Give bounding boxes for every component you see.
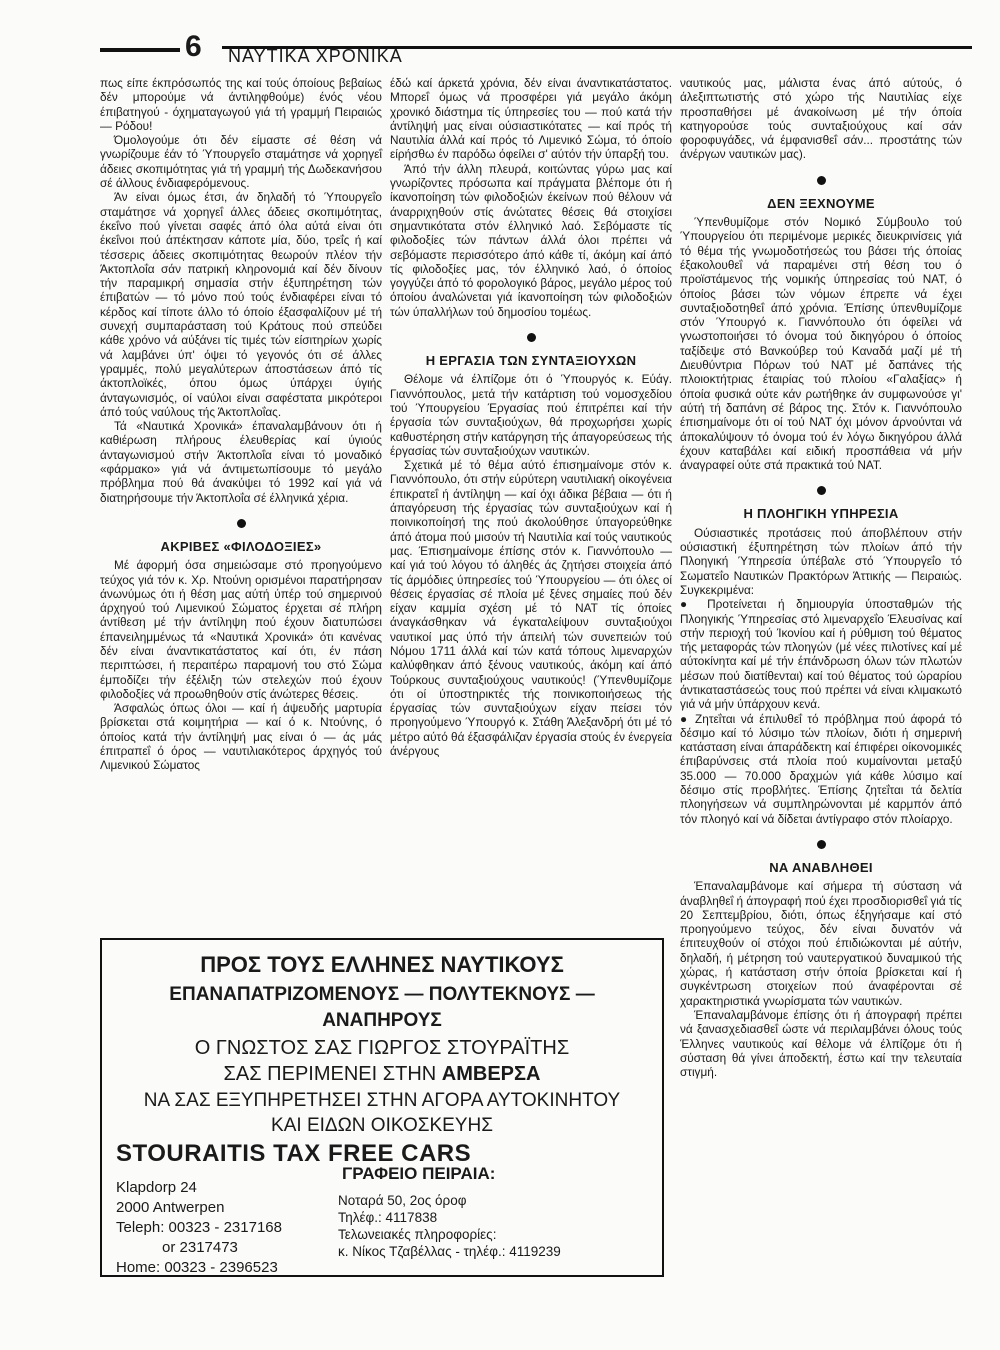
ad-line-5-text: ΣΑΣ ΠΕΡΙΜΕΝΕΙ ΣΤΗΝ xyxy=(223,1063,442,1085)
ad-line-5 xyxy=(102,1062,662,1087)
col2-paragraph: Θέλομε νά έλπίζομε ότι ό Ύπουργός κ. Εύάγ. Γιαννόπουλος, μετά τήν κατάρτιση τού νομοσχεδίου τού Ύπουργείου Έργασίας πού έπιτρέπει καί τήν έργασία τών συνταξιούχων, θά προχωρήσει χωρίς καθυστέρηση στήν κατάργηση τής άπαγορεύσεως τής έργασίας τών συνταξιούχων ναυτικών. xyxy=(390,372,672,458)
ad-office-phone: Τηλέφ.: 4117838 xyxy=(338,1210,438,1225)
masthead-title: ΝΑΥΤΙΚΑ ΧΡΟΝΙΚΑ xyxy=(228,46,403,66)
bullet-icon: ● xyxy=(680,711,696,726)
section-bullet-dot xyxy=(237,519,246,528)
ad-phone-alt: or 2317473 xyxy=(162,1239,238,1256)
column-3 xyxy=(680,76,962,1079)
ad-headline: ΠΡΟΣ ΤΟΥΣ ΕΛΛΗΝΕΣ ΝΑΥΤΙΚΟΥΣ xyxy=(200,952,564,977)
list-item xyxy=(680,712,962,826)
ad-line-7: ΚΑΙ ΕΙΔΩΝ ΟΙΚΟΣΚΕΥΗΣ xyxy=(271,1115,493,1136)
section-bullet-dot xyxy=(817,486,826,495)
ad-phone: Teleph: 00323 - 2317168 xyxy=(116,1219,282,1236)
section-title-filodoxies: ΑΚΡΙΒΕΣ «ΦΙΛΟΔΟΞΙΕΣ» xyxy=(160,538,322,554)
col1-paragraph: Τά «Ναυτικά Χρονικά» έπαναλαμβάνουν ότι ή καθιέρωση πλήρους έλευθερίας καί ύγιούς άνταγωνισμού στήν Άκτοπλοΐα είναι τό μοναδικό «φάρμακο» γιά νά άντιμετωπίσουμε τό μεγάλο πρόβλημα πού θά άνακύψει τό 1992 καί γιά νά διατηρήσουμε τήν Άκτοπλοΐα σέ έλληνικά χέρια. xyxy=(100,419,382,505)
col1-paragraph: Μέ άφορμή όσα σημειώσαμε στό προηγούμενο τεύχος γιά τόν κ. Χρ. Ντούνη ορισμένοι παρατήρησαν άνωνύμως ότι ή θέση μας αύτή ύπέρ τού σημερινού άρχηγού τού Λιμενικού Σώματος έρχεται σέ πλήρη άντίθεση μέ τήν άντίληψη πού έχουν διατυπώσει έπανειλημμένως τά «Ναυτικά Χρονικά» ότι κανένας δέν είναι άναντικατάστατος καί ότι, έν πάση περιπτώσει, ή περαιτέρω παραμονή του στό Σώμα έμποδίζει τήν έξέλιξη τών στελεχών πού έχουν φιλοδοξίες νά προωθηθούν στίς άνώτερες θέσεις. xyxy=(100,558,382,701)
ad-office-title: ΓΡΑΦΕΙΟ ΠΕΙΡΑΙΑ: xyxy=(342,1164,496,1183)
section-title-ergasia: Η ΕΡΓΑΣΙΑ ΤΩΝ ΣΥΝΤΑΞΙΟΥΧΩΝ xyxy=(425,353,637,369)
bullet-icon: ● xyxy=(680,597,708,612)
bullet-text: Προτείνεται ή δημιουργία ύποσταθμών τής Πλοηγικής Ύπηρεσίας στό λιμεναρχεΐο Έλευσίνας καί στήν περιοχή τού Ίκονίου καί ή ρύθμιση τού θέματος τής μεταφοράς τών πλοηγών (μέ νέες πιλοτίνες καί μέ αύτοκίνητα καί μέ τήν έπάνδρωση όλων τών πλωτών μέσων πού διατίθενται) καί τού θέματος τού ώραρίου άντικαταστάσεώς τους πού πρέπει νά είναι κλιμακωτό γιά νά μήν ύπάρχουν κενά. xyxy=(680,597,962,712)
header-rule-left xyxy=(100,48,180,52)
column-1 xyxy=(100,76,382,773)
bullet-text: Ζητεΐται νά έπιλυθεΐ τό πρόβλημα πού άφορά τό δέσιμο καί τό λύσιμο τών πλοίων, διότι ή σημερινή κατάσταση είναι άπαράδεκτη καί έπιφέρει οίκονομικές έπιβαρύνσεις στά πλοία πού κυμαίνονται μεταξύ 35.000 — 70.000 δραχμών γιά κάθε λύσιμο καί δέσιμο στίς προβλήτες. Έπίσης ζητεΐται τά δελτία πλοηγήσεων νά συμπληρώνονται μέ καρμπόν άπό τόν πλοηγό καί νά δίδεται άντίγραφο στόν πλοίαρχο. xyxy=(680,711,962,826)
section-title-den-xehnoume: ΔΕΝ ΞΕΧΝΟΥΜΕ xyxy=(767,195,875,211)
ad-brand: STOURAITIS TAX FREE CARS xyxy=(116,1140,472,1167)
col1-paragraph: Άσφαλώς όπως όλοι — καί ή άψευδής μαρτυρία βρίσκεται στά κοιμητήρια — καί ό κ. Ντούνης, ό όποίος κατά τήν άντίληψή μας είναι ό — άς μάς έπιτραπεΐ ό όρος — ναυτιλιακότερος άρχηγός τού Λιμενικού Σώματος xyxy=(100,701,382,773)
ad-city: ΑΜΒΕΡΣΑ xyxy=(441,1063,541,1085)
ad-line-6: ΝΑ ΣΑΣ ΕΞΥΠΗΡΕΤΗΣΕΙ ΣΤΗΝ ΑΓΟΡΑ ΑΥΤΟΚΙΝΗΤΟΥ xyxy=(143,1090,621,1111)
column-2 xyxy=(390,76,672,758)
col3-paragraph: Ούσιαστικές προτάσεις πού άποβλέπουν στήν ούσιαστική έξυπηρέτηση τών πλοίων άπό τήν Πλοηγική Ύπηρεσία ύπέβαλε στό Ύπουργεΐο τό Σωματεΐο Ναυτικών Πρακτόρων Άττικής — Πειραιώς. Συγκεκριμένα: xyxy=(680,525,962,597)
section-title-na-anavlithei: ΝΑ ΑΝΑΒΛΗΘΕΙ xyxy=(769,859,873,875)
ad-home-phone: Home: 00323 - 2396523 xyxy=(116,1259,278,1276)
section-bullet-dot xyxy=(817,840,826,849)
page-number: 6 xyxy=(185,30,202,63)
ad-line-4: Ο ΓΝΩΣΤΟΣ ΣΑΣ ΓΙΩΡΓΟΣ ΣΤΟΥΡΑΪΤΗΣ xyxy=(194,1037,570,1059)
section-bullet-dot xyxy=(817,176,826,185)
ad-address-piraeus xyxy=(338,1164,561,1260)
col3-paragraph: Ύπενθυμίζομε στόν Νομικό Σύμβουλο τού Ύπουργείου ότι περιμένομε μερικές διευκρινίσεις γιά τό θέμα τής γνωμοδοτήσεώς του βάσει τής όποίας έξακολουθεΐ νά παραμένει στή θέση του ό προϊστάμενος τής νομικής ύπηρεσίας τού ΝΑΤ, ό όποίος βάσει τών νόμων έπρεπε νά έχει συνταξιοδοτηθεΐ άπό χρόνια. Έπίσης ύπενθυμίζομε στόν Ύπουργό κ. Γιαννόπουλο ότι όφείλει νά γνωστοποιήσει τό όνομα τού δικηγόρου ό όποίος ταξίδεψε στό Βανκούβερ τού Καναδά μαζί μέ τή Διευθύντρια Πόρων τού ΝΑΤ μέ δαπάνες τής πλοιοκτήτριας έταιρίας τού πλοίου «Γαλαξίας» ή όποία φυσικά ούτε κάν ρωτήθηκε άν συμφωνούσε γι' αύτή τή δαπάνη σέ βάρος της. Στόν κ. Γιαννόπουλο έπισημαίνομε ότι οί τού ΝΑΤ όχι μόνον άρνούνται νά άποκαλύψουν τό όνομα τού έν λόγω δικηγόρου άλλά έχουν καταβάλει καί ειδική προσπάθεια νά μήν άναγραφεί ούτε στά πρακτικά τού ΝΑΤ. xyxy=(680,215,962,473)
col1-paragraph: Άν είναι όμως έτσι, άν δηλαδή τό Ύπουργεΐο σταμάτησε νά χορηγεΐ άλλες άδειες σκοπιμότητας, έκεΐνο πού γίνεται σαφές άπό όλα αύτά είναι ότι έκεΐνοι πού άπέκτησαν κάποτε μία, δύο, τρεΐς ή καί τέσσερις άδειες σκοπιμότητας θεωρούν πλέον τήν Άκτοπλοΐα σάν πατρική κληρονομιά καί δέν δίνουν τήν παραμικρή σημασία στήν έξυπηρέτηση τών έπιβατών — τό μόνο πού τούς ένδιαφέρει είναι τό κέρδος καί τίποτε άλλο τό όποίο έξασφαλίζουν μέ τή συνεχή συμπαράσταση τού Κράτους πού σπεύδει κάθε χρόνο νά αύξάνει τίς τιμές τών είσιτηρίων χωρίς νά λαμβάνει ύπ' όψει τό γεγονός ότι σέ άλλες γραμμές, πολύ μεγαλύτερων άποστάσεων άπό τίς άκτοπλοϊκές, όπου όμως ύπάρχει ύγιής άνταγωνισμός, οί ναύλοι είναι σαφέστατα μικρότεροι άπό τούς ναύλους τής Άκτοπλοΐας. xyxy=(100,190,382,419)
ad-line-2: ΕΠΑΝΑΠΑΤΡΙΖΟΜΕΝΟΥΣ — ΠΟΛΥΤΕΚΝΟΥΣ — xyxy=(169,984,595,1005)
ad-address-line: 2000 Antwerpen xyxy=(116,1199,225,1216)
ad-customs-contact: κ. Νίκος Τζαβέλλας - τηλέφ.: 4119239 xyxy=(338,1244,561,1259)
list-item xyxy=(680,597,962,711)
ad-address-antwerp xyxy=(116,1178,282,1278)
ad-office-address: Νοταρά 50, 2ος όροφ xyxy=(338,1193,467,1208)
col1-paragraph: πως είπε έκπρόσωπός της καί τούς όποίους βεβαίως δέν μπορούμε νά άντιληφθούμε) ένός νέου έπιβατηγού - όχηματαγωγού γιά τή γραμμή Πειραιώς — Ρόδου! xyxy=(100,76,382,133)
col3-paragraph: Έπαναλαμβάνομε έπίσης ότι ή άπογραφή πρέπει νά ξανασχεδιασθεΐ ώστε νά περιλαμβάνει όλους τούς Έλληνες ναυτικούς καί θέλομε νά έλπίζομε ότι ή σύσταση θά γίνει άποδεκτή, έστω καί την τελευταία στιγμή. xyxy=(680,1007,962,1080)
section-title-ploigiki: Η ΠΛΟΗΓΙΚΗ ΥΠΗΡΕΣΙΑ xyxy=(743,506,899,522)
advertisement-box xyxy=(100,938,664,1277)
ad-address-line: Klapdorp 24 xyxy=(116,1179,197,1196)
col2-paragraph: έδώ καί άρκετά χρόνια, δέν είναι άναντικατάστατος. Μπορεΐ όμως νά προσφέρει γιά μεγάλο άκόμη χρονικό διάστημα τίς ύπηρεσίες του — πού κατά τήν άντίληψή μας είναι ούσιαστικότατες — καί πρός τή Ναυτιλία άλλά καί πρός τό Λιμενικό Σώμα, τό όποίο είρήσθω έν παρόδω όφείλει σ' αύτόν τήν ύπαρξή του. xyxy=(390,76,672,162)
col3-paragraph: Έπαναλαμβάνομε καί σήμερα τή σύσταση νά άναβληθεΐ ή άπογραφή πού έχει προσδιορισθεΐ γιά τίς 20 Σεπτεμβρίου, διότι, όπως έξηγήσαμε καί στό προηγούμενο τεύχος, δέν είναι δυνατόν νά έπιτευχθούν οί στόχοι πού έπιδιώκονται μέ αύτήν, δηλαδή, ή μέτρηση τού ναυτεργατικού δυναμικού τής χώρας, ή κατάσταση στήν όποία βρίσκεται καί ή συγκέντρωση στοιχείων πού άναφέρονται σέ χαρακτηριστικά γνωρίσματα τών ναυτικών. xyxy=(680,879,962,1008)
section-bullet-dot xyxy=(527,333,536,342)
col2-paragraph: Σχετικά μέ τό θέμα αύτό έπισημαίνομε στόν κ. Γιαννόπουλο, ότι στήν εύρύτερη ναυτιλιακή οίκογένεια έπικρατεΐ ή άντίληψη — καί όχι άδικα βέβαια — ότι ή άπαγόρευση τής έργασίας τών συνταξιούχων καί ή ποινικοποίησή της πού άκολούθησε ύπαγορεύθηκε άπό άτομα πού μισούν τή Ναυτιλία καί τούς ναυτικούς μας. Έπισημαίνομε έπίσης στόν κ. Γιαννόπουλο — καί γιά τού λόγου τό άληθές άς ζητήσει στοιχεία άπό τίς άρμόδιες ύπηρεσίες τού Ύπουργείου — ότι όλες οί θέσεις έργασίας σέ πλοία μέ ξένες σημαίες πού δέν είχαν καμμία σχέση μέ τό ΝΑΤ τίς όποίες άναγκάσθηκαν νά έγκαταλείψουν συνταξιούχοι ναυτικοί μας ύπό τήν άπειλή τών συνεπειών τού Νόμου 1711 άλλά καί τών κατά τόπους λιμεναρχών καλύφθηκαν άπό ξένους ναυτικούς, άκόμη καί άπό Τούρκους συνταξιούχους ναυτικούς! (Ύπενθυμίζομε ότι οί ύποστηρικτές τής ποινικοποιήσεως τής έργασίας τών συνταξιούχων είχαν πείσει τόν προηγούμενο Ύπουργό κ. Στάθη Άλεξανδρή ότι μέ τό μέτρο αύτό θά έξασφάλιζαν έργασία στούς έν ένεργεία άνέργους xyxy=(390,458,673,759)
col3-paragraph: ναυτικούς μας, μάλιστα ένας άπό αύτούς, ό άλεξιπτωτιστής στό χώρο τής Ναυτιλίας είχε προσπαθήσει μέ άνακοίνωση μέ τήν όποία κατηγορούσε τούς συνταξιούχους καί σάν φοροφυγάδες, νά έμφανισθεΐ σάν... προστάτης τών άνέργων ναυτικών μας). xyxy=(680,76,962,162)
col1-paragraph: Όμολογούμε ότι δέν είμαστε σέ θέση νά γνωρίζουμε έάν τό Ύπουργεΐο σταμάτησε νά χορηγεΐ άδειες σκοπιμότητας γιά τή γραμμή τής Δωδεκανήσου σέ άλλους ένδιαφερόμενους. xyxy=(100,133,382,191)
ad-customs-label: Τελωνειακές πληροφορίες: xyxy=(338,1227,497,1242)
col2-paragraph: Άπό τήν άλλη πλευρά, κοιτώντας γύρω μας καί γνωρίζοντες πρόσωπα καί πράγματα βλέπομε ότι ή ίκανοποίηση τών φιλοδοξιών έκείνων πού θέλουν νά άναρριχηθούν στίς άνώτατες θέσεις θά στοιχίσει σημαντικότατα στόν έλληνικό λαό. Σεβόμαστε τίς φιλοδοξίες τών πάντων άλλά όλοι πρέπει νά σεβόμαστε περισσότερο άπό κάθε τί, άκόμη καί άπό τίς φιλοδοξίες μας, τόν έλληνικό λαό, ό όποίος γογγύζει άπό τό φορολογικό βάρος, μεγάλο μέρος τού όποίου άναλώνεται γιά ίκανοποίηση τών φιλοδοξιών τών ύπαλλήλων τού δημοσίου τομέως. xyxy=(390,161,672,319)
ad-line-3: ΑΝΑΠΗΡΟΥΣ xyxy=(322,1010,442,1031)
